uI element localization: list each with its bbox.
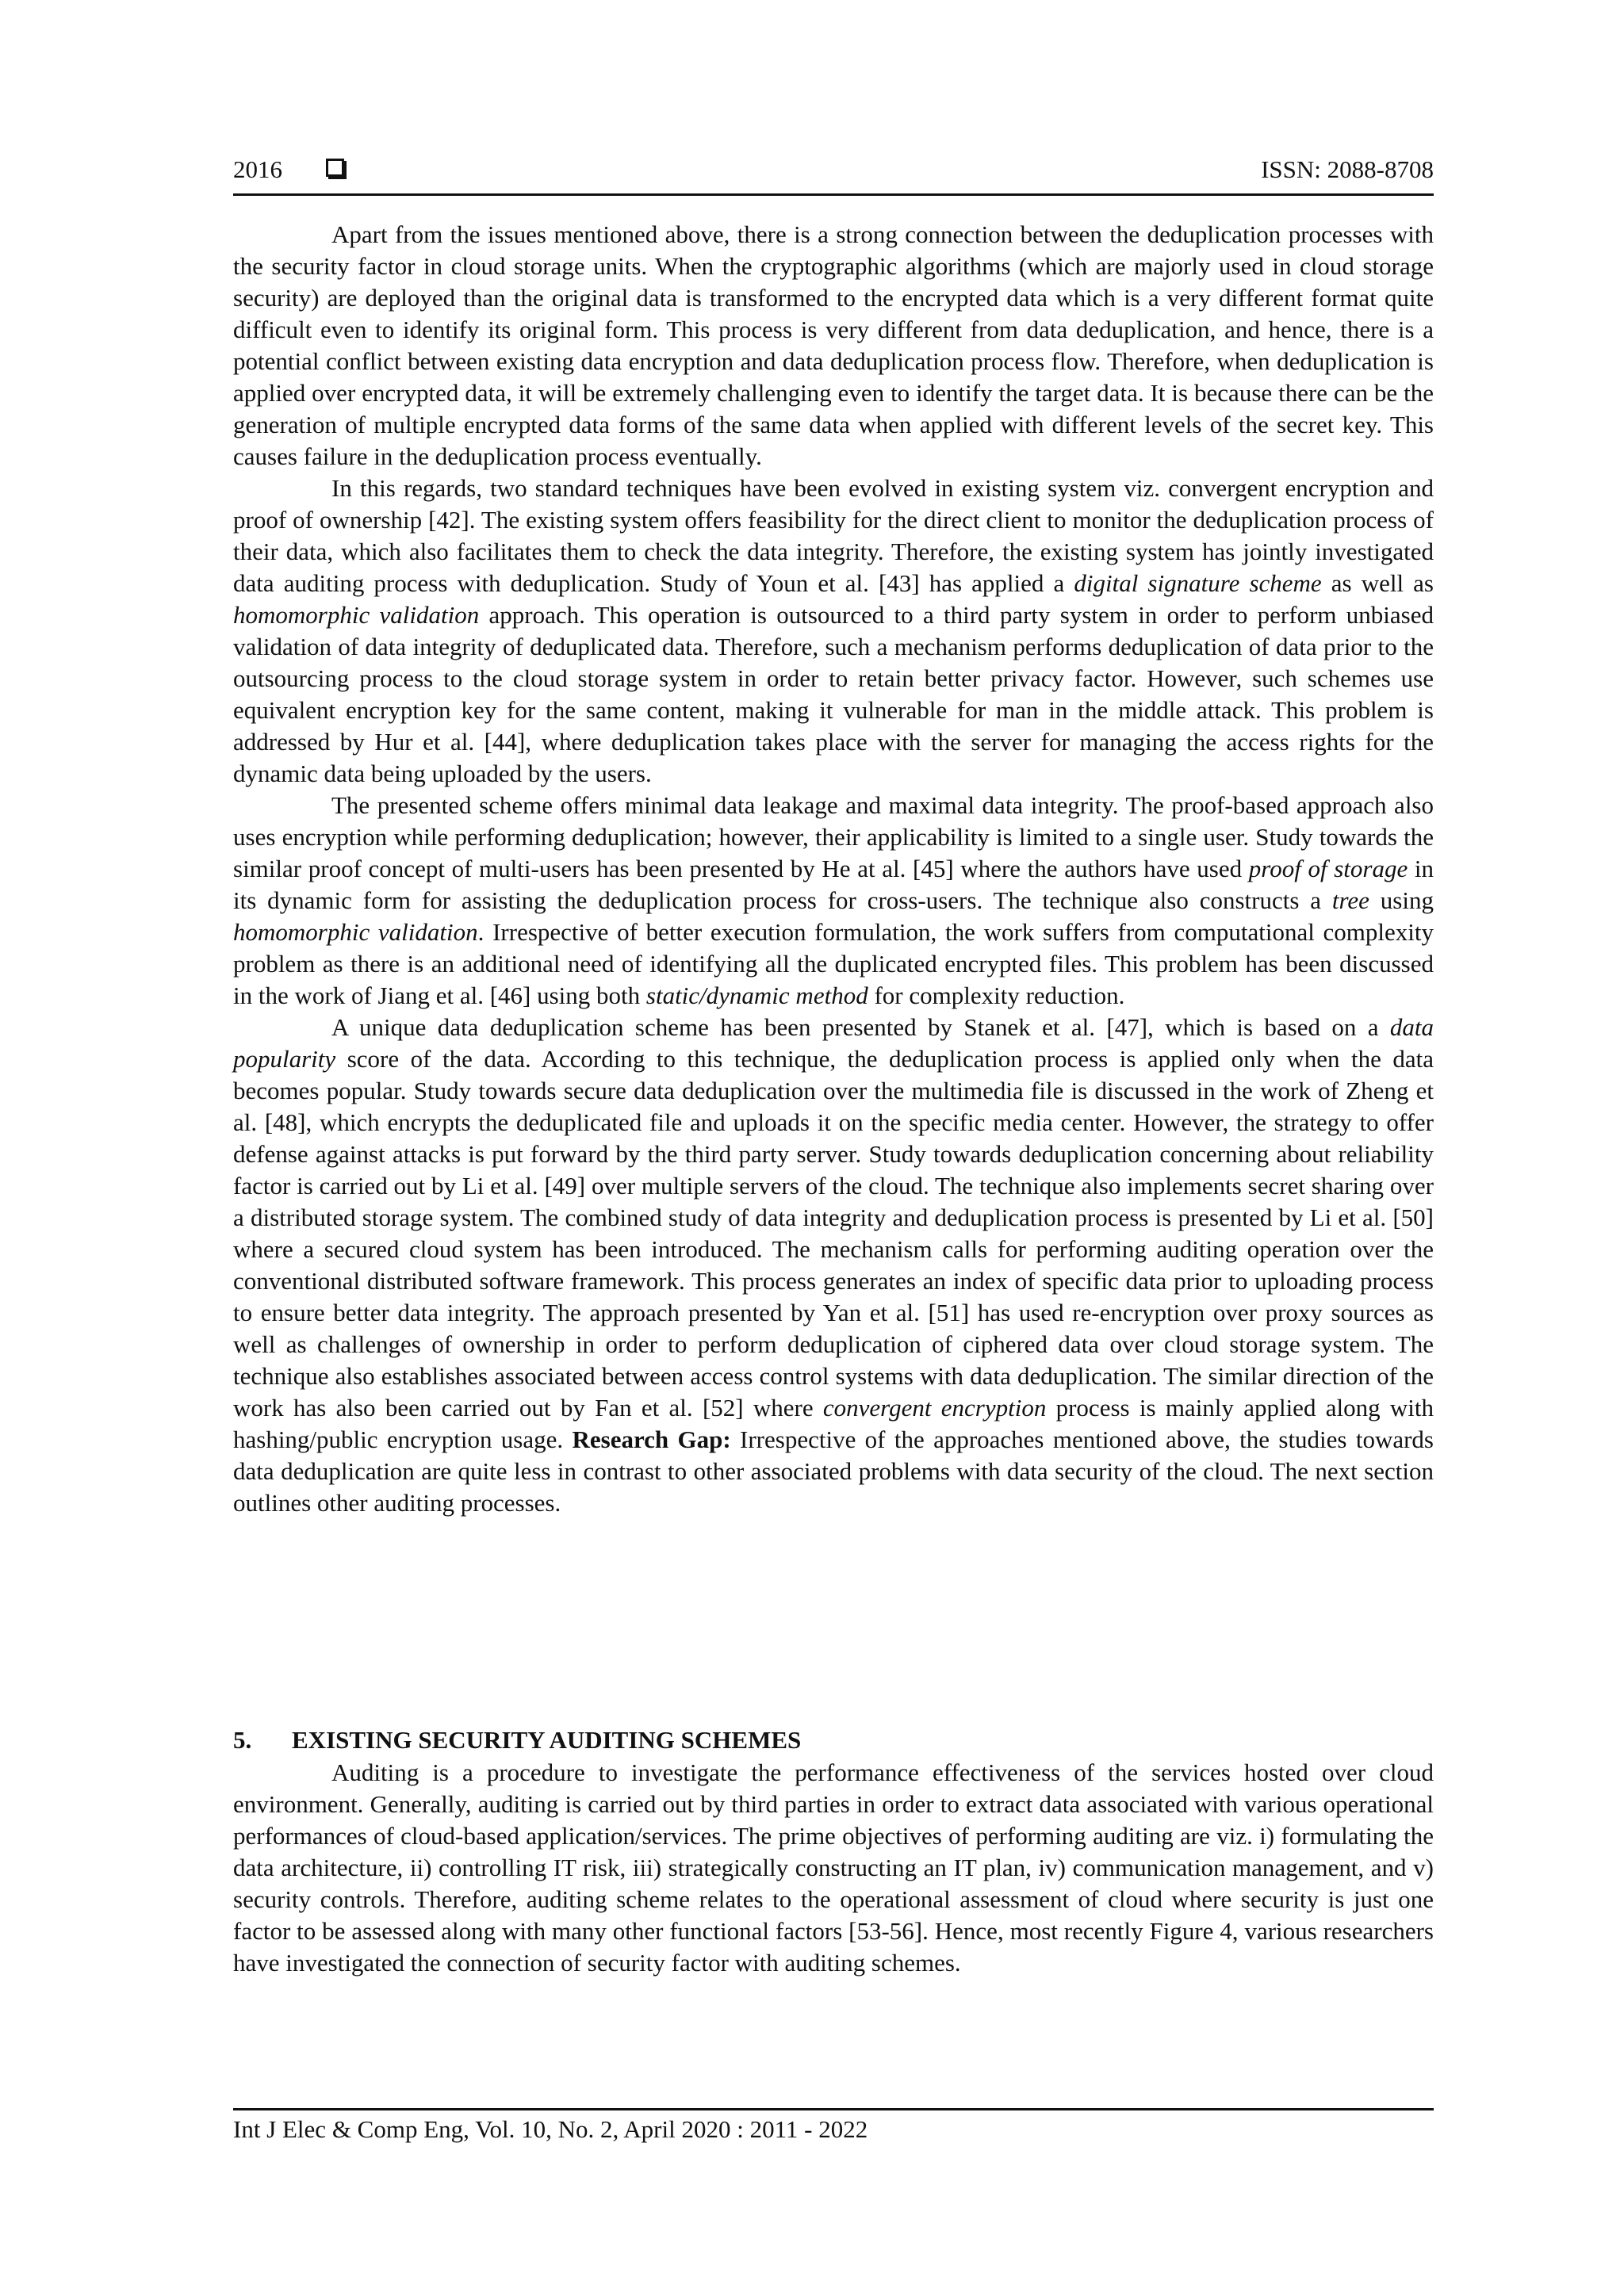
section-paragraph-1: Auditing is a procedure to investigate the performance effectiveness of the services hosted over cloud environment. Generally, auditing is carried out by third parties in order to extract data associated with various operational performances of cloud-based application/services. The prime objectives of performing auditing are viz. i) formulating the data architecture, ii) controlling IT risk, iii) strategically constructing an IT plan, iv) communication management, and v) security controls. Therefore, auditing scheme relates to the operational assessment of cloud where security is just one factor to be assessed along with many other functional factors [53-56]. Hence, most recently Figure 4, various researchers have investigated the connection of security factor with auditing schemes. [233,1758,1434,1976]
running-header [233,155,1434,195]
page-number: 2016 [233,155,282,183]
journal-citation-footer: Int J Elec & Comp Eng, Vol. 10, No. 2, April 2020 : 2011 - 2022 [233,2115,868,2143]
research-gap-label: Research Gap: [572,1425,731,1453]
body-text [233,219,1434,1519]
header-rule [233,193,1434,196]
paragraph-4: A unique data deduplication scheme has been presented by Stanek et al. [47], which is based on a data popularity score of the data. According to this technique, the deduplication process is applied only when the data becomes popular. Study towards secure data deduplication over the multimedia file is discussed in the work of Zheng et al. [48], which encrypts the deduplicated file and uploads it on the specific media center. However, the strategy to offer defense against attacks is put forward by the third party server. Study towards deduplication concerning about reliability factor is carried out by Li et al. [49] over multiple servers of the cloud. The technique also implements secret sharing over a distributed storage system. The combined study of data integrity and deduplication process is presented by Li et al. [50] where a secured cloud system has been introduced. The mechanism calls for performing auditing operation over the conventional distributed software framework. This process generates an index of specific data prior to uploading process to ensure better data integrity. The approach presented by Yan et al. [51] has used re-encryption over proxy sources as well as challenges of ownership in order to perform deduplication of ciphered data over cloud storage system. The technique also establishes associated between access control systems with data deduplication. The similar direction of the work has also been carried out by Fan et al. [52] where convergent encryption process is mainly applied along with hashing/public encryption usage. Research Gap: Irrespective of the approaches mentioned above, the studies towards data deduplication are quite less in contrast to other associated problems with data security of the cloud. The next section outlines other auditing processes. [233,1013,1434,1517]
section-heading [233,1726,801,1755]
square-bullet-icon [326,159,344,177]
paragraph-3: The presented scheme offers minimal data leakage and maximal data integrity. The proof-based approach also uses encryption while performing deduplication; however, their applicability is limited to a single user. Study towards the similar proof concept of multi-users has been presented by He at al. [45] where the authors have used proof of storage in its dynamic form for assisting the deduplication process for cross-users. The technique also constructs a tree using homomorphic validation. Irrespective of better execution formulation, the work suffers from computational complexity problem as there is an additional need of identifying all the duplicated encrypted files. This problem has been discussed in the work of Jiang et al. [46] using both static/dynamic method for complexity reduction. [233,791,1434,1009]
paragraph-2: In this regards, two standard techniques have been evolved in existing system viz. convergent encryption and proof of ownership [42]. The existing system offers feasibility for the direct client to monitor the deduplication process of their data, which also facilitates them to check the data integrity. Therefore, the existing system has jointly investigated data auditing process with deduplication. Study of Youn et al. [43] has applied a digital signature scheme as well as homomorphic validation approach. This operation is outsourced to a third party system in order to perform unbiased validation of data integrity of deduplicated data. Therefore, such a mechanism performs deduplication of data prior to the outsourcing process to the cloud storage system in order to retain better privacy factor. However, such schemes use equivalent encryption key for the same content, making it vulnerable for man in the middle attack. This problem is addressed by Hur et al. [44], where deduplication takes place with the server for managing the access rights for the dynamic data being uploaded by the users. [233,474,1434,787]
footer-rule [233,2108,1434,2110]
section-body-text [233,1757,1434,1979]
issn: ISSN: 2088-8708 [1261,155,1434,183]
section-number: 5. [233,1726,252,1754]
section-title: EXISTING SECURITY AUDITING SCHEMES [292,1726,802,1754]
paragraph-1: Apart from the issues mentioned above, there is a strong connection between the deduplication processes with the security factor in cloud storage units. When the cryptographic algorithms (which are majorly used in cloud storage security) are deployed than the original data is transformed to the encrypted data which is a very different format quite difficult even to identify its original form. This process is very different from data deduplication, and hence, there is a potential conflict between existing data encryption and data deduplication process flow. Therefore, when deduplication is applied over encrypted data, it will be extremely challenging even to identify the target data. It is because there can be the generation of multiple encrypted data forms of the same data when applied with different levels of the secret key. This causes failure in the deduplication process eventually. [233,220,1434,470]
